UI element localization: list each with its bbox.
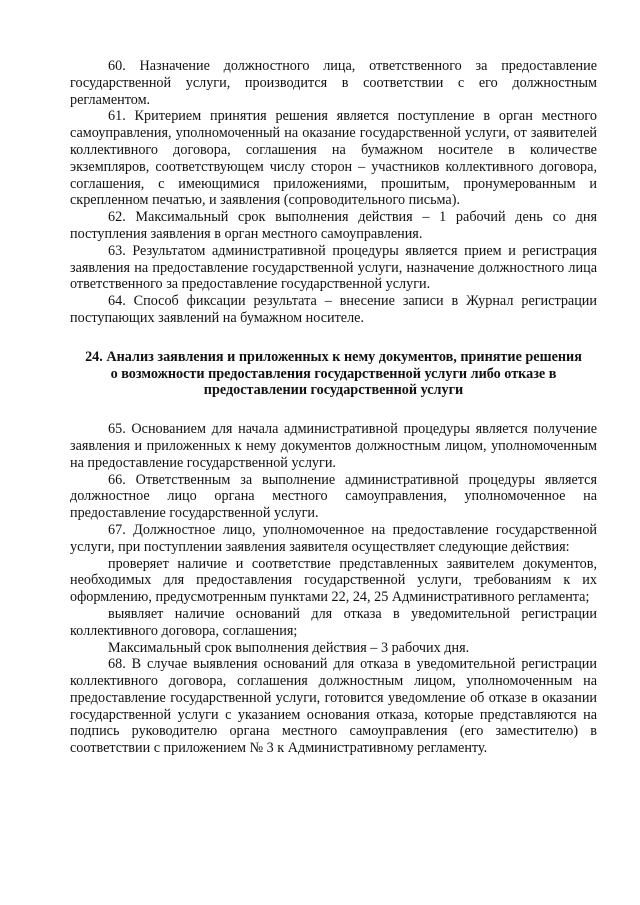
paragraph-60: 60. Назначение должностного лица, ответственного за предоставление государственной услуги, производится в соответствии с его должностным регламентом. bbox=[70, 58, 597, 108]
document-page bbox=[70, 58, 597, 757]
section-heading: 24. Анализ заявления и приложенных к нему документов, принятие решения о возможности предоставления государственной услуги либо отказе в предоставлении государственной услуги bbox=[85, 348, 582, 399]
paragraph-62: 62. Максимальный срок выполнения действия – 1 рабочий день со дня поступления заявления в орган местного самоуправления. bbox=[70, 209, 597, 242]
paragraph-67: 67. Должностное лицо, уполномоченное на предоставление государственной услуги, при поступлении заявления заявителя осуществляет следующие действия: bbox=[70, 521, 597, 555]
paragraph-64: 64. Способ фиксации результата – внесение записи в Журнал регистрации поступающих заявлений на бумажном носителе. bbox=[70, 293, 597, 326]
paragraph-67-deadline: Максимальный срок выполнения действия – 3 рабочих дня. bbox=[108, 639, 470, 656]
paragraph-63: 63. Результатом административной процедуры является прием и регистрация заявления на предоставление государственной услуги, назначение должностного лица ответственного за предоставление государственной услуги. bbox=[70, 242, 597, 293]
paragraph-68: 68. В случае выявления оснований для отказа в уведомительной регистрации коллективного договора, соглашения должностным лицом, уполномоченным на предоставление государственной услуги, готовится уведомление об отказе в оказании государственной услуги с указанием основания отказа, которые представляются на подпись руководителю органа местного самоуправления (его заместителю) в соответствии с приложением № 3 к Административному регламенту. bbox=[70, 656, 597, 757]
paragraph-66: 66. Ответственным за выполнение административной процедуры является должностное лицо органа местного самоуправления, уполномоченное на предоставление государственной услуги. bbox=[70, 471, 597, 522]
paragraph-67-item-check: проверяет наличие и соответствие представленных заявителем документов, необходимых для предоставления государственной услуги, требованиям к их оформлению, предусмотренным пунктами 22, 24, 25 Административного регламента; bbox=[70, 555, 597, 606]
paragraph-61: 61. Критерием принятия решения является поступление в орган местного самоуправления, уполномоченный на оказание государственной услуги, от заявителей коллективного договора, соглашения на бумажном носителе в количестве экземпляров, соответствующем числу сторон – участников коллективного договора, соглашения, с имеющимися приложениями, прошитым, пронумерованным и скрепленном печатью, и заявления (сопроводительного письма). bbox=[70, 108, 597, 209]
paragraph-65: 65. Основанием для начала административной процедуры является получение заявления и приложенных к нему документов должностным лицом, уполномоченным на предоставление государственной услуги. bbox=[70, 421, 597, 471]
paragraph-67-item-detect: выявляет наличие оснований для отказа в уведомительной регистрации коллективного договора, соглашения; bbox=[70, 605, 597, 639]
